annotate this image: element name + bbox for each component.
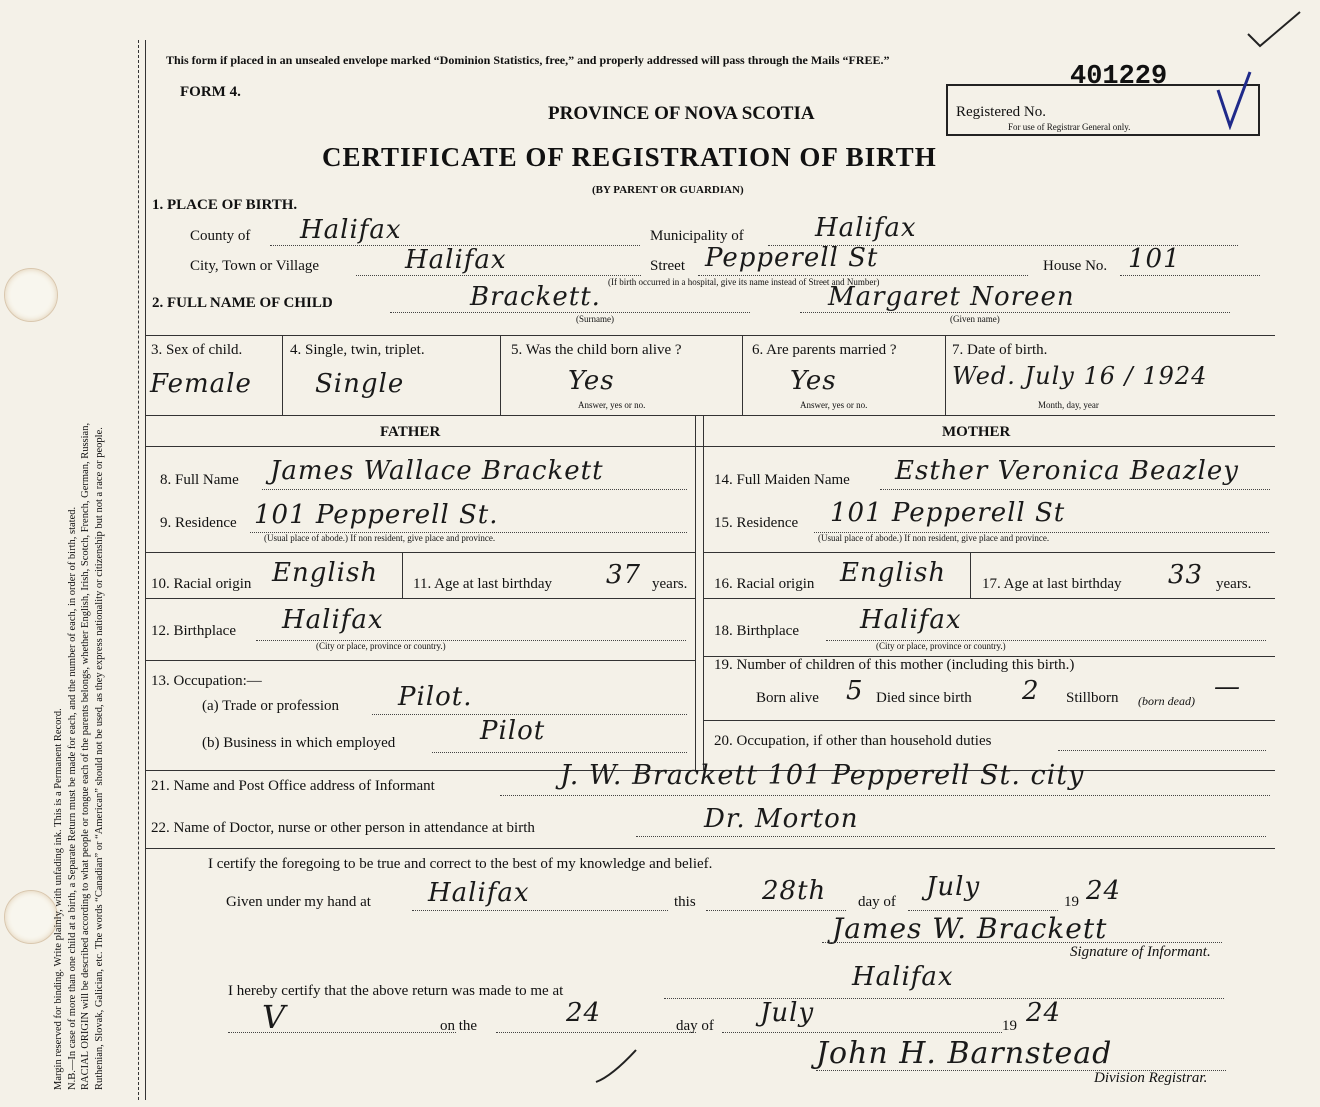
place-of-birth-heading: 1. PLACE OF BIRTH. xyxy=(152,197,298,213)
birth-date-note: Month, day, year xyxy=(1038,400,1099,410)
registrar-month: July xyxy=(760,998,815,1028)
margin-note-1: Margin reserved for binding. Write plainly, with unfading ink. This is a Permanent Record. xyxy=(53,708,64,1090)
county-label: County of xyxy=(190,228,251,244)
father-residence-value: 101 Pepperell St. xyxy=(254,500,499,530)
municipality-value: Halifax xyxy=(815,213,917,243)
mother-race-value: English xyxy=(840,558,947,588)
father-rule-2 xyxy=(145,598,695,599)
married-note: Answer, yes or no. xyxy=(800,400,868,410)
given-name-note: (Given name) xyxy=(950,314,1000,324)
registration-number: 401229 xyxy=(1070,62,1168,92)
parents-center-divider-2 xyxy=(703,415,704,770)
street-label: Street xyxy=(650,258,685,274)
registrar-year-prefix: 19 xyxy=(1002,1018,1017,1034)
father-heading: FATHER xyxy=(380,424,441,440)
given-day: 28th xyxy=(762,876,827,906)
father-rule-3 xyxy=(145,660,695,661)
street-note: (If birth occurred in a hospital, give its name instead of Street and Number) xyxy=(608,277,880,287)
registrar-label: Division Registrar. xyxy=(1094,1070,1208,1086)
doctor-value: Dr. Morton xyxy=(704,804,859,834)
father-name-value: James Wallace Brackett xyxy=(270,456,604,486)
father-race-divider xyxy=(402,552,403,598)
city-value: Halifax xyxy=(405,245,507,275)
stillborn-label: Stillborn xyxy=(1066,690,1119,706)
father-business-label: (b) Business in which employed xyxy=(202,735,396,751)
born-alive-value: 5 xyxy=(846,676,864,706)
surname-value: Brackett. xyxy=(470,282,601,312)
father-age-label: 11. Age at last birthday xyxy=(413,576,552,592)
mother-birthplace-note: (City or place, province or country.) xyxy=(876,641,1006,651)
mother-rule-4 xyxy=(703,720,1275,721)
parents-heading-rule xyxy=(145,446,1275,447)
informant-underline xyxy=(500,795,1270,796)
birth-date-value: Wed. July 16 / 1924 xyxy=(952,362,1208,390)
margin-note-3: RACIAL ORIGIN will be described according to what people or tongue each of the parents belongs, whether English, Irish, Scotch, French, German, Russian, xyxy=(80,422,91,1090)
father-residence-note: (Usual place of abode.) If non resident, give place and province. xyxy=(264,533,496,543)
details-divider-3 xyxy=(742,335,743,415)
birth-date-label: 7. Date of birth. xyxy=(952,342,1048,358)
punch-hole-top xyxy=(4,268,58,322)
given-month-underline xyxy=(908,910,1058,911)
child-name-label: 2. FULL NAME OF CHILD xyxy=(152,295,333,311)
mother-residence-label: 15. Residence xyxy=(714,515,799,531)
father-trade-label: (a) Trade or profession xyxy=(202,698,340,714)
father-trade-value: Pilot. xyxy=(398,682,473,712)
mother-heading: MOTHER xyxy=(942,424,1011,440)
mother-age-value: 33 xyxy=(1168,560,1204,590)
registrar-month-underline xyxy=(722,1032,1002,1033)
street-value: Pepperell St xyxy=(705,243,879,273)
father-birthplace-label: 12. Birthplace xyxy=(151,623,236,639)
margin-note-2: N.B.—In case of more than one child at a birth, a Separate Return must be made for each, and the number of each, in order of birth, stated. xyxy=(66,506,78,1090)
on-the-label: on the xyxy=(440,1018,478,1034)
given-at-underline xyxy=(412,910,668,911)
details-top-rule xyxy=(145,335,1275,336)
check-mark xyxy=(1214,70,1254,130)
city-label: City, Town or Village xyxy=(190,258,320,274)
details-divider-4 xyxy=(945,335,946,415)
given-at-label: Given under my hand at xyxy=(226,894,371,910)
mother-residence-note: (Usual place of abode.) If non resident, give place and province. xyxy=(818,533,1050,543)
mother-race-label: 16. Racial origin xyxy=(714,576,815,592)
married-value: Yes xyxy=(790,366,837,396)
informant-label: 21. Name and Post Office address of Informant xyxy=(151,778,435,794)
doctor-underline xyxy=(636,836,1266,837)
registrar-statement: I hereby certify that the above return was made to me at xyxy=(228,983,564,999)
registration-note: For use of Registrar General only. xyxy=(1008,122,1131,132)
plurality-label: 4. Single, twin, triplet. xyxy=(290,342,425,358)
parents-center-divider xyxy=(695,415,696,770)
given-day-underline xyxy=(706,910,846,911)
alive-value: Yes xyxy=(568,366,615,396)
mother-occupation-label: 20. Occupation, if other than household duties xyxy=(714,733,992,749)
father-business-value: Pilot xyxy=(480,716,546,746)
father-birthplace-value: Halifax xyxy=(282,605,384,635)
alive-label: 5. Was the child born alive ? xyxy=(511,342,682,358)
father-race-value: English xyxy=(272,558,379,588)
father-business-underline xyxy=(432,752,687,753)
binding-line-2 xyxy=(145,40,146,1100)
given-year-prefix: 19 xyxy=(1064,894,1079,910)
registrar-place-underline xyxy=(664,998,1224,999)
postal-notice: This form if placed in an unsealed envelope marked “Dominion Statistics, free,” and properly addressed will pass through the Mails “FREE.” xyxy=(166,53,890,67)
registrar-day: 24 xyxy=(566,998,602,1028)
plurality-value: Single xyxy=(315,369,405,399)
stillborn-value: — xyxy=(1214,672,1241,702)
doctor-label: 22. Name of Doctor, nurse or other person in attendance at birth xyxy=(151,820,535,836)
province-heading: PROVINCE OF NOVA SCOTIA xyxy=(548,103,815,124)
father-rule-1 xyxy=(145,552,695,553)
mother-birthplace-value: Halifax xyxy=(860,605,962,635)
house-value: 101 xyxy=(1128,244,1181,274)
mother-age-unit: years. xyxy=(1216,576,1252,592)
binding-line xyxy=(138,40,139,1100)
registrar-prefix-underline xyxy=(228,1032,456,1033)
city-underline xyxy=(356,275,641,276)
stillborn-note: (born dead) xyxy=(1138,694,1195,708)
mother-name-value: Esther Veronica Beazley xyxy=(895,456,1239,486)
father-age-value: 37 xyxy=(606,560,642,590)
certification-statement: I certify the foregoing to be true and correct to the best of my knowledge and belief. xyxy=(208,856,713,872)
surname-note: (Surname) xyxy=(576,314,614,324)
died-label: Died since birth xyxy=(876,690,972,706)
punch-hole-bottom xyxy=(4,890,58,944)
mother-rule-1 xyxy=(703,552,1275,553)
mother-name-label: 14. Full Maiden Name xyxy=(714,472,850,488)
given-name-value: Margaret Noreen xyxy=(828,282,1075,312)
street-underline xyxy=(698,275,1028,276)
sex-value: Female xyxy=(150,369,252,399)
father-residence-label: 9. Residence xyxy=(160,515,237,531)
father-occupation-label: 13. Occupation:— xyxy=(151,673,262,689)
father-trade-underline xyxy=(372,714,687,715)
details-divider-2 xyxy=(500,335,501,415)
parents-top-rule xyxy=(145,415,1275,416)
father-name-underline xyxy=(262,489,687,490)
registration-label: Registered No. xyxy=(956,104,1046,120)
certificate-title: CERTIFICATE OF REGISTRATION OF BIRTH xyxy=(322,142,937,172)
registrar-year: 24 xyxy=(1026,998,1062,1028)
mother-occupation-underline xyxy=(1058,750,1266,751)
details-divider-1 xyxy=(282,335,283,415)
municipality-label: Municipality of xyxy=(650,228,744,244)
alive-note: Answer, yes or no. xyxy=(578,400,646,410)
given-month: July xyxy=(926,872,981,902)
mother-race-divider xyxy=(970,552,971,598)
certification-top-rule xyxy=(145,848,1275,849)
father-birthplace-note: (City or place, province or country.) xyxy=(316,641,446,651)
house-label: House No. xyxy=(1043,258,1108,274)
informant-signature: James W. Brackett xyxy=(832,912,1108,945)
father-name-label: 8. Full Name xyxy=(160,472,239,488)
day-of-label: day of xyxy=(858,894,896,910)
registrar-place: Halifax xyxy=(852,962,954,992)
died-value: 2 xyxy=(1022,676,1040,706)
father-age-unit: years. xyxy=(652,576,688,592)
given-name-underline xyxy=(800,312,1230,313)
mother-residence-value: 101 Pepperell St xyxy=(830,498,1066,528)
born-alive-label: Born alive xyxy=(756,690,819,706)
registrar-signature: John H. Barnstead xyxy=(816,1036,1113,1071)
sex-label: 3. Sex of child. xyxy=(151,342,243,358)
mother-birthplace-label: 18. Birthplace xyxy=(714,623,799,639)
house-underline xyxy=(1120,275,1260,276)
margin-notes xyxy=(52,20,106,1090)
form-number: FORM 4. xyxy=(180,84,241,100)
given-at-place: Halifax xyxy=(428,878,530,908)
registrar-day-underline xyxy=(496,1032,696,1033)
registrar-day-of-label: day of xyxy=(676,1018,714,1034)
married-label: 6. Are parents married ? xyxy=(752,342,897,358)
mother-rule-2 xyxy=(703,598,1275,599)
corner-check-mark xyxy=(1244,8,1304,48)
informant-value: J. W. Brackett 101 Pepperell St. city xyxy=(560,760,1085,791)
this-label: this xyxy=(674,894,696,910)
mother-children-label: 19. Number of children of this mother (including this birth.) xyxy=(714,657,1075,673)
father-race-label: 10. Racial origin xyxy=(151,576,252,592)
given-year: 24 xyxy=(1086,876,1122,906)
registrar-prefix: V xyxy=(262,998,287,1036)
margin-note-4: Ruthenian, Slovak, Galician, etc. The words “Canadian” or “American” should not be used, as they express nationality or citizenship but not a race or people. xyxy=(93,427,105,1090)
certificate-subtitle: (BY PARENT OR GUARDIAN) xyxy=(592,184,744,196)
signature-underline xyxy=(822,942,1222,943)
mother-age-label: 17. Age at last birthday xyxy=(982,576,1122,592)
mother-name-underline xyxy=(880,489,1270,490)
registrar-tick-mark xyxy=(592,1046,642,1086)
surname-underline xyxy=(390,312,750,313)
county-value: Halifax xyxy=(300,215,402,245)
signature-label: Signature of Informant. xyxy=(1070,944,1211,960)
